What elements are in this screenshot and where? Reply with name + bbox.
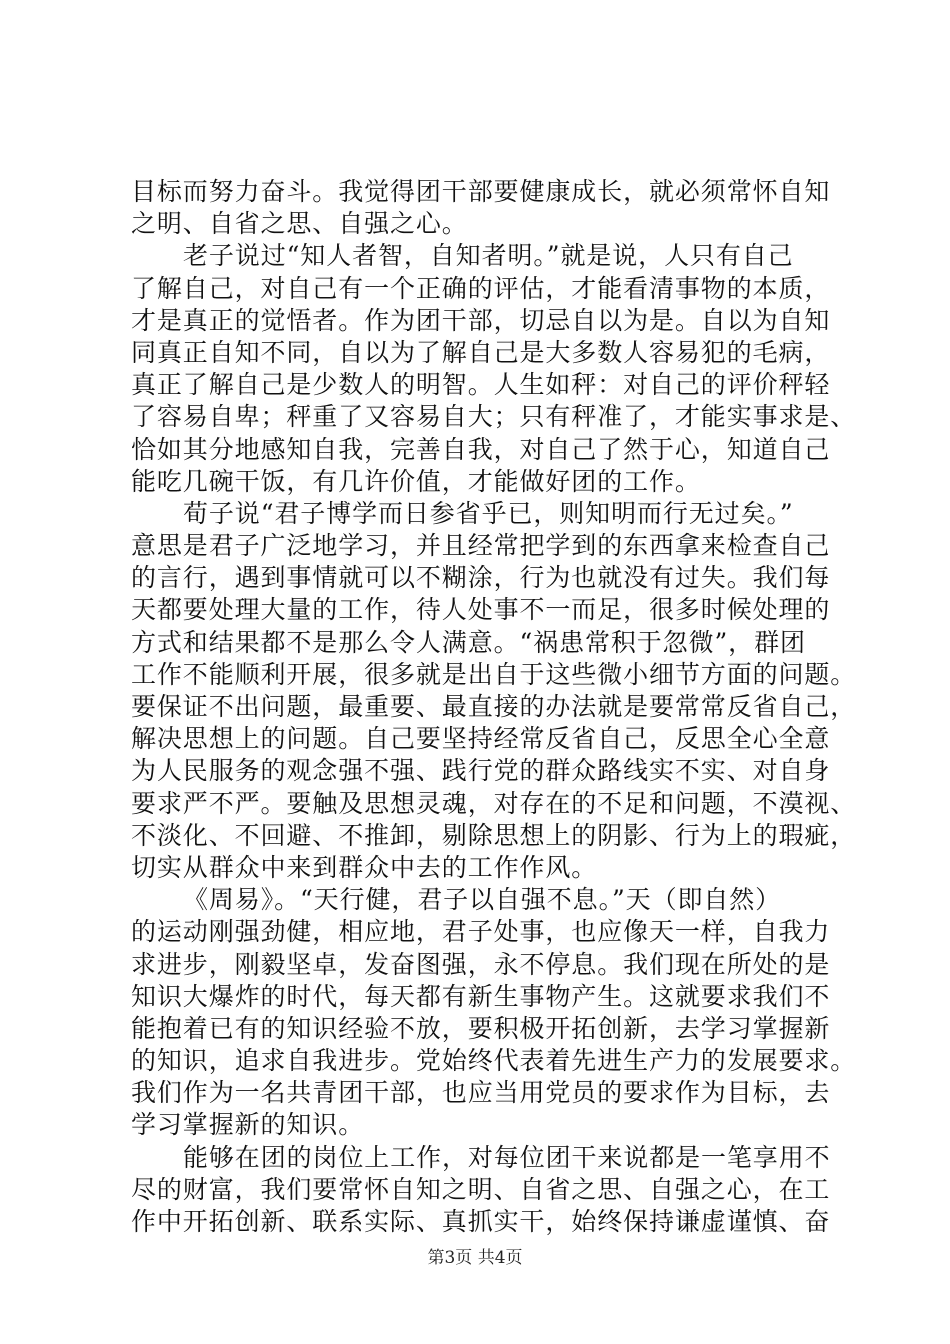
text-line: 要保证不出问题，最重要、最直接的办法就是要常常反省自己， [131,692,857,721]
text-line: 意思是君子广泛地学习，并且经常把学到的东西拿来检查自己 [131,531,831,561]
text-line: 知识大爆炸的时代，每天都有新生事物产生。这就要求我们不 [131,981,831,1011]
text-line: 《周易》。“天行健，君子以自强不息。”天（即自然） [183,885,782,915]
text-line: 要求严不严。要触及思想灵魂，对存在的不足和问题，不漠视、 [131,788,857,818]
text-line: 为人民服务的观念强不强、践行党的群众路线实不实、对自身 [131,756,831,786]
text-line: 目标而努力奋斗。我觉得团干部要健康成长，就必须常怀自知 [131,177,831,206]
text-line: 才是真正的觉悟者。作为团干部，切忌自以为是。自以为自知 [131,305,831,335]
text-line: 的知识，追求自我进步。党始终代表着先进生产力的发展要求。 [131,1046,857,1076]
text-line: 了解自己，对自己有一个正确的评估，才能看清事物的本质， [131,273,831,303]
page-number: 第3页 共4页 [427,1248,523,1268]
text-line: 作中开拓创新、联系实际、真抓实干，始终保持谦虚谨慎、奋 [131,1207,831,1236]
text-line: 工作不能顺利开展，很多就是出自于这些微小细节方面的问题。 [131,659,857,689]
text-line: 不淡化、不回避、不推卸，剔除思想上的阴影、行为上的瑕疵， [131,820,857,850]
body-text [131,176,857,1238]
text-line: 切实从群众中来到群众中去的工作作风。 [131,852,598,882]
text-line: 能抱着已有的知识经验不放，要积极开拓创新，去学习掌握新 [131,1013,831,1043]
text-line: 的言行，遇到事情就可以不糊涂，行为也就没有过失。我们每 [131,563,831,593]
text-line: 的运动刚强劲健，相应地，君子处事，也应像天一样，自我力 [131,917,831,947]
text-line: 能够在团的岗位上工作，对每位团干来说都是一笔享用不 [183,1142,831,1172]
text-line: 学习掌握新的知识。 [131,1110,365,1140]
text-line: 恰如其分地感知自我，完善自我，对自己了然于心，知道自己 [131,434,831,464]
text-line: 之明、自省之思、自强之心。 [131,209,468,239]
text-line: 求进步，刚毅坚卓，发奋图强，永不停息。我们现在所处的是 [131,949,831,979]
text-line: 了容易自卑；秤重了又容易自大；只有秤准了，才能实事求是、 [131,402,857,432]
text-line: 方式和结果都不是那么令人满意。“祸患常积于忽微”，群团 [131,627,806,657]
text-line: 真正了解自己是少数人的明智。人生如秤：对自己的评价秤轻 [131,370,831,400]
text-line: 解决思想上的问题。自己要坚持经常反省自己，反思全心全意 [131,724,831,754]
text-line: 我们作为一名共青团干部，也应当用党员的要求作为目标，去 [131,1078,831,1108]
text-line: 尽的财富，我们要常怀自知之明、自省之思、自强之心，在工 [131,1174,831,1204]
text-line: 老子说过“知人者智，自知者明。”就是说，人只有自己 [183,241,794,271]
text-line: 同真正自知不同，自以为了解自己是大多数人容易犯的毛病， [131,337,831,367]
text-line: 荀子说“君子博学而日参省乎已，则知明而行无过矣。” [183,498,794,528]
text-line: 能吃几碗干饭，有几许价值，才能做好团的工作。 [131,466,701,496]
text-line: 天都要处理大量的工作，待人处事不一而足，很多时候处理的 [131,595,831,625]
